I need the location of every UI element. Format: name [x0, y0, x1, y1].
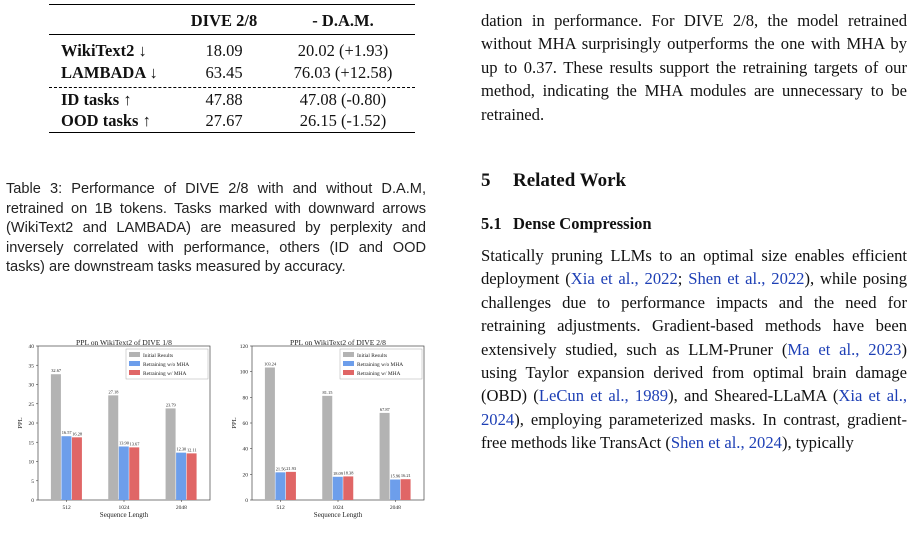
y-tick-label: 5 — [31, 478, 34, 485]
row-dam-value: 76.03 (+12.58) — [293, 63, 393, 82]
row-label: ID tasks ↑ — [61, 90, 132, 109]
table-caption: Table 3: Performance of DIVE 2/8 with and without D.A.M, retrained on 1B tokens. Tasks marked with downward arrows (WikiText2 and LAMBADA) are measured by perplexity and inversely correlated with performance, others (ID and OOD tasks) are downstream tasks measured by accuracy. — [6, 181, 426, 276]
y-tick-label: 100 — [239, 369, 248, 376]
bar — [265, 368, 275, 500]
x-tick-label: 2048 — [175, 505, 187, 511]
citation-link[interactable]: Xia et al., 2024 — [481, 386, 908, 429]
y-tick-label: 20 — [28, 421, 34, 427]
text-run: ), while posing challenges due to performance impacts and the need for retraining adjustments. Gradient-based methods have been extensively studied, such as LLM-Pruner ( — [481, 269, 907, 359]
data-label: 12.11 — [186, 447, 197, 453]
legend-swatch — [129, 352, 140, 357]
bar — [176, 453, 186, 500]
section-title: Related Work — [513, 170, 627, 191]
data-label: 13.67 — [129, 441, 140, 447]
chart-dive-1-8 — [6, 338, 216, 538]
x-tick-label: 1024 — [118, 505, 130, 511]
legend-label: Retraining w/o MHA — [143, 361, 190, 368]
row-label: LAMBADA ↓ — [61, 63, 158, 82]
y-tick-label: 80 — [242, 395, 248, 402]
bar — [275, 472, 285, 500]
row-label: WikiText2 ↓ — [61, 41, 147, 60]
legend-swatch — [343, 370, 354, 375]
data-label: 13.90 — [119, 440, 129, 446]
y-tick-label: 35 — [28, 363, 34, 370]
chart-title: PPL on WikiText2 of DIVE 1/8 — [76, 338, 172, 347]
data-label: 18.09 — [333, 470, 343, 476]
bar — [61, 436, 71, 500]
data-label: 67.87 — [379, 406, 390, 412]
data-label: 18.38 — [343, 470, 354, 476]
y-tick-label: 40 — [242, 446, 248, 453]
text-run: ), and Sheared-LLaMA ( — [668, 386, 839, 406]
citation-link[interactable]: LeCun et al., 1989 — [538, 386, 669, 406]
table-header-row — [49, 11, 415, 31]
y-tick-label: 0 — [245, 498, 248, 504]
legend-label: Initial Results — [143, 352, 174, 359]
bar — [322, 396, 332, 500]
citation-link[interactable]: Shen et al., 2022 — [688, 269, 805, 289]
row-dive-value: 63.45 — [205, 63, 243, 82]
row-dive-value: 18.09 — [205, 41, 243, 60]
table-row — [49, 90, 415, 110]
row-dam-value: 20.02 (+1.93) — [297, 41, 389, 60]
legend-label: Retraining w/ MHA — [143, 370, 187, 377]
legend-swatch — [343, 352, 354, 357]
section-number: 5 — [481, 170, 491, 191]
text-run: ) using Taylor expansion derived from optimal brain damage (OBD) ( — [481, 339, 907, 406]
bar — [51, 374, 61, 500]
bar — [108, 395, 118, 500]
table-header-rule — [49, 34, 415, 35]
x-tick-label: 512 — [276, 505, 285, 511]
data-label: 103.24 — [264, 361, 277, 367]
y-tick-label: 25 — [28, 401, 34, 408]
legend-swatch — [343, 361, 354, 366]
data-label: 81.15 — [322, 389, 333, 395]
citation-link[interactable]: Shen et al., 2024 — [670, 433, 782, 453]
x-tick-label: 2048 — [389, 505, 401, 511]
bar — [333, 477, 343, 500]
bar — [187, 453, 197, 500]
table-row — [49, 63, 415, 83]
data-label: 16.21 — [400, 473, 411, 479]
y-tick-label: 40 — [28, 344, 34, 350]
header-dam: - D.A.M. — [312, 11, 374, 30]
bar — [343, 476, 353, 500]
table-top-rule — [49, 4, 415, 5]
paragraph-dense-compression — [481, 244, 907, 455]
chart-title: PPL on WikiText2 of DIVE 2/8 — [290, 338, 386, 347]
text-run: ; — [677, 269, 689, 289]
ppl-figure — [6, 338, 426, 538]
bar — [286, 472, 296, 500]
row-dive-value: 47.88 — [205, 90, 243, 109]
x-tick-label: 512 — [62, 505, 71, 511]
legend-label: Retraining w/ MHA — [357, 370, 401, 377]
text-run: ), employing parameterized masks. In contrast, gradient-free methods like TransAct ( — [481, 409, 907, 453]
y-tick-label: 30 — [28, 382, 34, 389]
legend-label: Initial Results — [357, 352, 388, 359]
table-row — [49, 111, 415, 131]
subsection-heading — [481, 214, 652, 234]
row-dam-value: 47.08 (-0.80) — [299, 90, 387, 109]
data-label: 32.67 — [51, 368, 62, 374]
bar — [380, 413, 390, 500]
data-label: 15.96 — [390, 473, 401, 479]
y-axis-label: PPL — [17, 417, 24, 429]
bar — [390, 480, 400, 500]
subsection-number: 5.1 — [481, 214, 502, 233]
header-dive: DIVE 2/8 — [190, 11, 258, 30]
citation-link[interactable]: Ma et al., 2023 — [787, 339, 902, 359]
x-axis-label: Sequence Length — [99, 511, 149, 519]
bar — [401, 479, 411, 500]
y-axis-label: PPL — [231, 417, 238, 429]
x-axis-label: Sequence Length — [313, 511, 363, 519]
text-run: Statically pruning LLMs to an optimal size enables efficient deployment ( — [481, 246, 907, 289]
y-tick-label: 20 — [242, 472, 248, 479]
text-run: ), typically — [781, 433, 854, 453]
legend-swatch — [129, 370, 140, 375]
data-label: 21.93 — [286, 465, 297, 471]
data-label: 27.18 — [108, 389, 119, 395]
data-label: 23.79 — [165, 402, 176, 408]
y-tick-label: 15 — [28, 440, 34, 447]
table-dashed-rule — [49, 87, 415, 88]
bar — [119, 446, 129, 500]
section-heading — [481, 170, 626, 192]
citation-link[interactable]: Xia et al., 2022 — [570, 269, 678, 289]
subsection-title: Dense Compression — [513, 214, 652, 233]
chart-dive-2-8 — [220, 338, 430, 538]
data-label: 21.56 — [275, 466, 286, 472]
y-tick-label: 60 — [242, 421, 248, 427]
data-label: 12.30 — [176, 446, 187, 452]
y-tick-label: 0 — [31, 498, 34, 504]
legend-label: Retraining w/o MHA — [357, 361, 404, 368]
bar — [129, 447, 139, 500]
table-row — [49, 41, 415, 61]
row-label: OOD tasks ↑ — [61, 111, 151, 130]
y-tick-label: 120 — [239, 344, 248, 350]
legend-swatch — [129, 361, 140, 366]
row-dam-value: 26.15 (-1.52) — [299, 111, 387, 130]
x-tick-label: 1024 — [332, 505, 344, 511]
bar — [166, 408, 176, 500]
row-dive-value: 27.67 — [205, 111, 243, 130]
bar — [72, 437, 82, 500]
table-bottom-rule — [49, 132, 415, 133]
y-tick-label: 10 — [28, 459, 34, 466]
data-label: 16.28 — [72, 431, 83, 437]
data-label: 16.57 — [61, 430, 72, 436]
paragraph-results: dation in performance. For DIVE 2/8, the model retrained without MHA surprisingly outperforms the one with MHA by up to 0.37. These results support the retraining targets of our method, indicating the MHA modules are unnecessary to be retrained. — [481, 11, 907, 124]
